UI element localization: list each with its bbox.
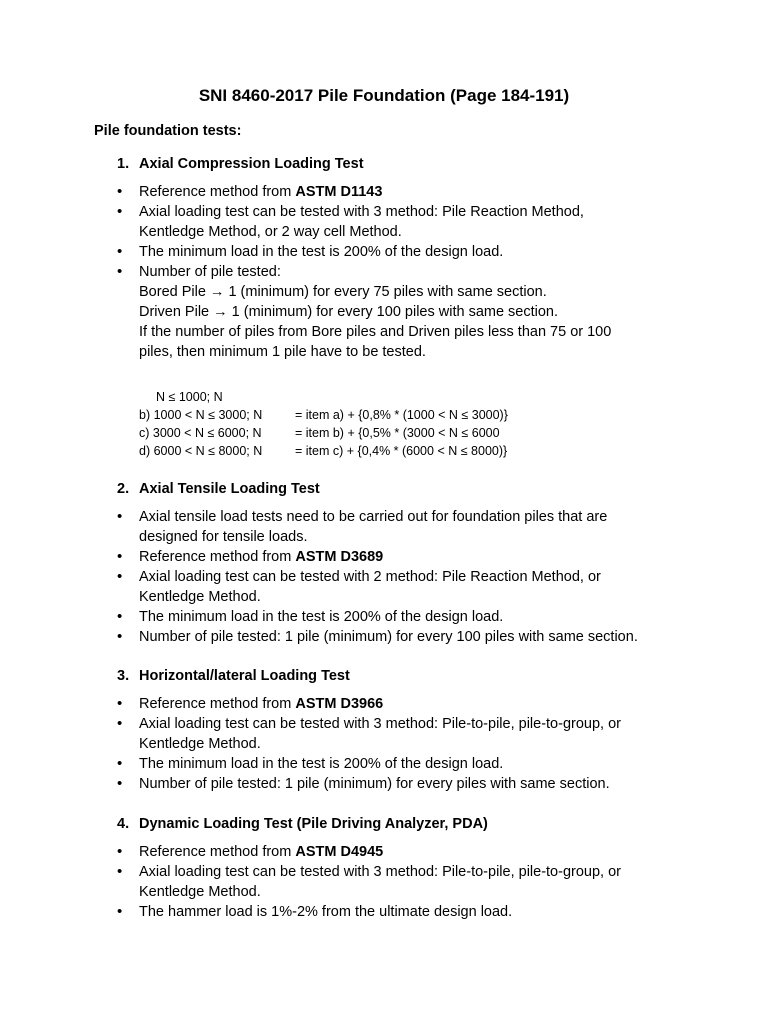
list-item-line: piles, then minimum 1 pile have to be tested. <box>139 344 426 360</box>
formula-row <box>139 388 508 406</box>
list-item-line: Driven Pile → 1 (minimum) for every 100 piles with same section. <box>139 304 559 320</box>
formula-text: N ≤ 1000; N <box>156 390 223 404</box>
section-number: 4. <box>117 816 130 832</box>
ref-prefix: Reference method from <box>139 696 296 712</box>
section-horizontal-lateral <box>117 666 717 794</box>
ref-code: ASTM D3966 <box>295 696 384 712</box>
page-title: SNI 8460-2017 Pile Foundation (Page 184-191) <box>198 86 570 105</box>
list-item-line: • Axial tensile load tests need to be carried out for foundation piles that are <box>139 509 608 525</box>
list-item: • The minimum load in the test is 200% of the design load. <box>117 607 717 627</box>
list-item <box>117 507 717 547</box>
list-item: • Number of pile tested: 1 pile (minimum) for every piles with same section. <box>117 774 717 794</box>
list-item <box>117 202 717 242</box>
bullet-list <box>117 182 717 362</box>
list-item <box>117 714 717 754</box>
list-item-line: • Axial loading test can be tested with 3 method: Pile-to-pile, pile-to-group, or <box>139 864 621 880</box>
formula-row <box>139 406 508 424</box>
section-title: Dynamic Loading Test (Pile Driving Analyzer, PDA) <box>139 816 488 832</box>
ref-prefix: Reference method from <box>139 844 296 860</box>
list-item-line: Kentledge Method, or 2 way cell Method. <box>139 224 402 240</box>
list-item-line: • Axial loading test can be tested with 2 method: Pile Reaction Method, or <box>139 569 601 585</box>
list-item <box>117 567 717 607</box>
section-dynamic-loading <box>117 814 717 922</box>
section-number: 2. <box>117 481 130 497</box>
formula-block <box>139 388 508 460</box>
list-item-line: • Axial loading test can be tested with 3 method: Pile-to-pile, pile-to-group, or <box>139 716 621 732</box>
list-item <box>117 262 717 362</box>
section-number: 1. <box>117 156 130 172</box>
section-number: 3. <box>117 668 130 684</box>
ref-prefix: Reference method from <box>139 549 296 565</box>
list-item: • Number of pile tested: 1 pile (minimum) for every 100 piles with same section. <box>117 627 717 647</box>
list-item-line: • Axial loading test can be tested with 3 method: Pile Reaction Method, <box>139 204 584 220</box>
list-item-line: Kentledge Method. <box>139 884 261 900</box>
intro-heading: Pile foundation tests: <box>94 123 242 139</box>
list-item <box>117 842 717 862</box>
formula-row <box>139 442 508 460</box>
list-item: • The hammer load is 1%-2% from the ultimate design load. <box>117 902 717 922</box>
ref-prefix: Reference method from <box>139 184 296 200</box>
formula-condition: d) 6000 < N ≤ 8000; N <box>139 444 263 458</box>
formula-expression: = item b) + {0,5% * (3000 < N ≤ 6000 <box>295 426 500 440</box>
list-item-line: Bored Pile → 1 (minimum) for every 75 piles with same section. <box>139 284 547 300</box>
list-item <box>117 547 717 567</box>
bullet-list <box>117 507 717 647</box>
list-item-line: Kentledge Method. <box>139 736 261 752</box>
bullet-list <box>117 842 717 922</box>
formula-expression: = item a) + {0,8% * (1000 < N ≤ 3000)} <box>295 408 508 422</box>
list-item: • The minimum load in the test is 200% of the design load. <box>117 242 717 262</box>
section-title: Axial Tensile Loading Test <box>139 481 320 497</box>
list-item: • The minimum load in the test is 200% of the design load. <box>117 754 717 774</box>
formula-condition: c) 3000 < N ≤ 6000; N <box>139 426 262 440</box>
formula-expression: = item c) + {0,4% * (6000 < N ≤ 8000)} <box>295 444 508 458</box>
section-axial-compression <box>117 154 717 362</box>
section-axial-tensile <box>117 479 717 647</box>
section-title: Horizontal/lateral Loading Test <box>139 668 350 684</box>
list-item-line: Kentledge Method. <box>139 589 261 605</box>
list-item-line: designed for tensile loads. <box>139 529 308 545</box>
formula-row <box>139 424 508 442</box>
list-item-line: If the number of piles from Bore piles and Driven piles less than 75 or 100 <box>139 324 612 340</box>
list-item <box>117 694 717 714</box>
section-heading <box>117 479 717 499</box>
list-item-line: • Number of pile tested: <box>139 264 281 280</box>
section-heading <box>117 666 717 686</box>
formula-condition: b) 1000 < N ≤ 3000; N <box>139 408 263 422</box>
ref-code: ASTM D1143 <box>295 184 383 200</box>
list-item <box>117 182 717 202</box>
section-title: Axial Compression Loading Test <box>139 156 364 172</box>
list-item <box>117 862 717 902</box>
ref-code: ASTM D3689 <box>295 549 384 565</box>
ref-code: ASTM D4945 <box>295 844 384 860</box>
section-heading <box>117 814 717 834</box>
bullet-list <box>117 694 717 794</box>
section-heading <box>117 154 717 174</box>
